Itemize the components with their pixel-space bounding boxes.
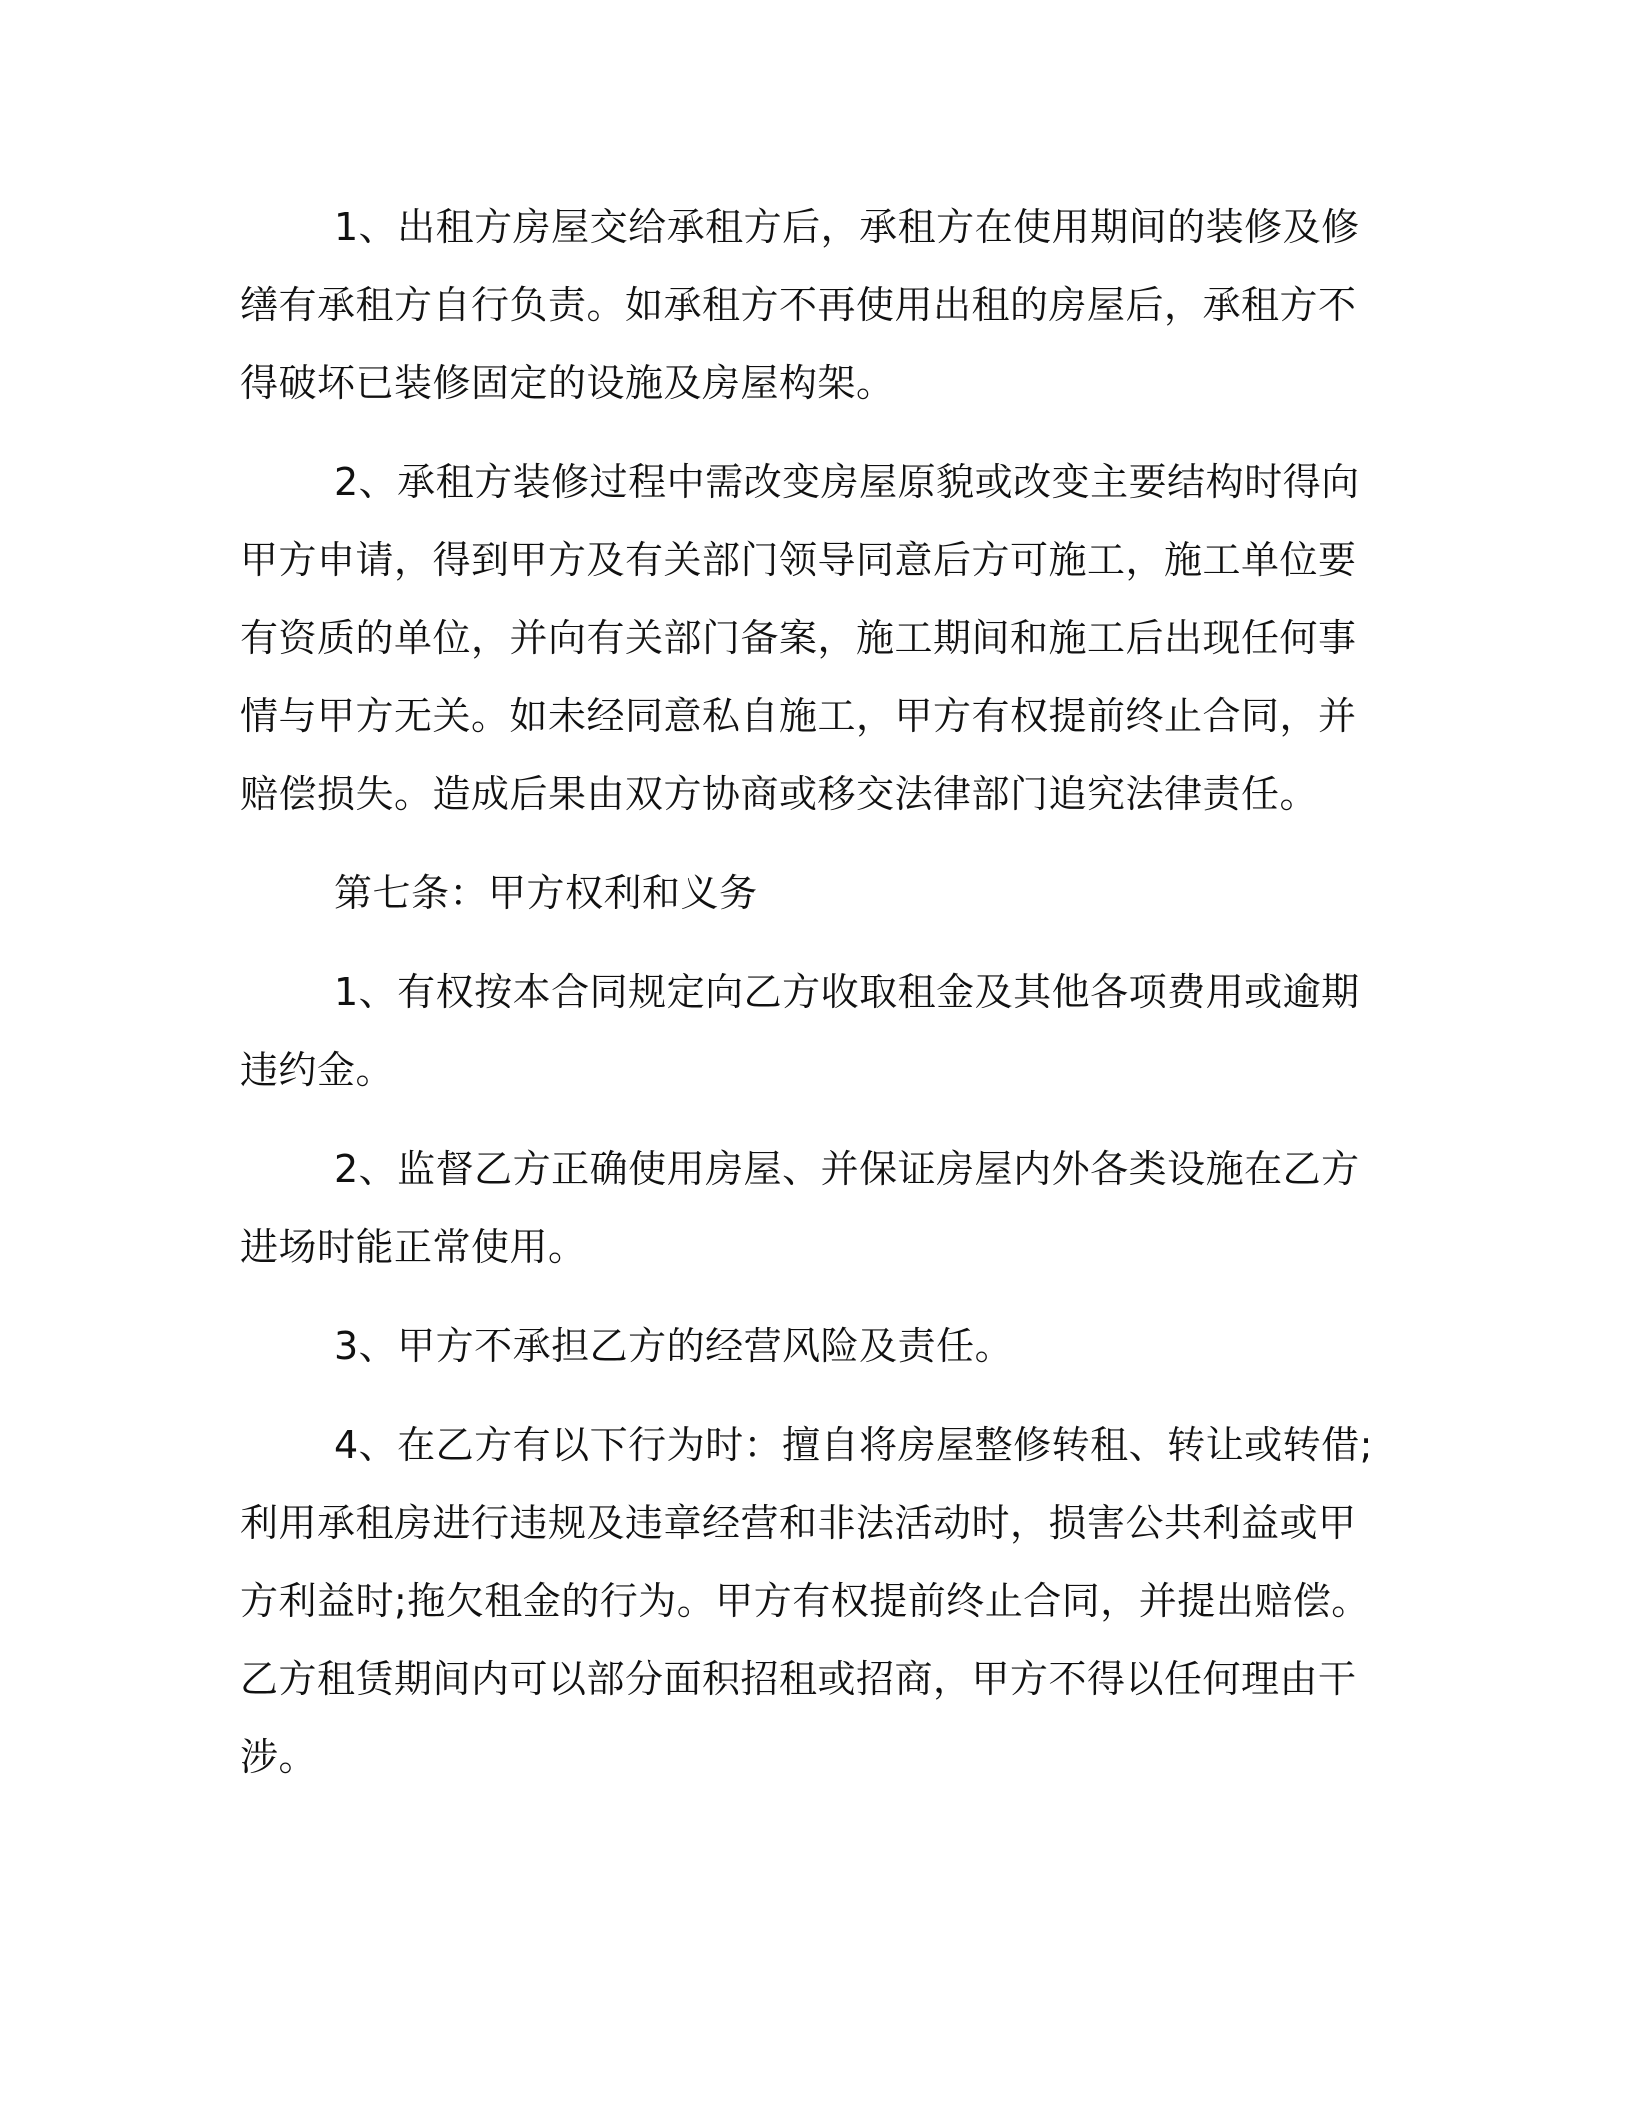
paragraph-party-a-right-3: 3、甲方不承担乙方的经营风险及责任。 — [334, 1324, 1014, 1368]
document-body — [240, 188, 1390, 1796]
paragraph-party-a-right-1: 1、有权按本合同规定向乙方收取租金及其他各项费用或逾期违约金。 — [240, 970, 1360, 1092]
paragraph-party-a-right-2: 2、监督乙方正确使用房屋、并保证房屋内外各类设施在乙方进场时能正常使用。 — [240, 1147, 1360, 1269]
paragraph-party-a-right-4: 4、在乙方有以下行为时：擅自将房屋整修转租、转让或转借;利用承租房进行违规及违章经营和非法活动时，损害公共利益或甲方利益时;拖欠租金的行为。甲方有权提前终止合同，并提出赔偿。乙方租赁期间内可以部分面积招租或招商，甲方不得以任何理由干涉。 — [240, 1423, 1373, 1779]
paragraph-decoration-clause-2: 2、承租方装修过程中需改变房屋原貌或改变主要结构时得向甲方申请，得到甲方及有关部门领导同意后方可施工，施工单位要有资质的单位，并向有关部门备案，施工期间和施工后出现任何事情与甲方无关。如未经同意私自施工，甲方有权提前终止合同，并赔偿损失。造成后果由双方协商或移交法律部门追究法律责任。 — [240, 460, 1360, 816]
article-7-heading: 第七条：甲方权利和义务 — [334, 871, 758, 915]
paragraph-decoration-clause-1: 1、出租方房屋交给承租方后，承租方在使用期间的装修及修缮有承租方自行负责。如承租方不再使用出租的房屋后，承租方不得破坏已装修固定的设施及房屋构架。 — [240, 205, 1360, 405]
